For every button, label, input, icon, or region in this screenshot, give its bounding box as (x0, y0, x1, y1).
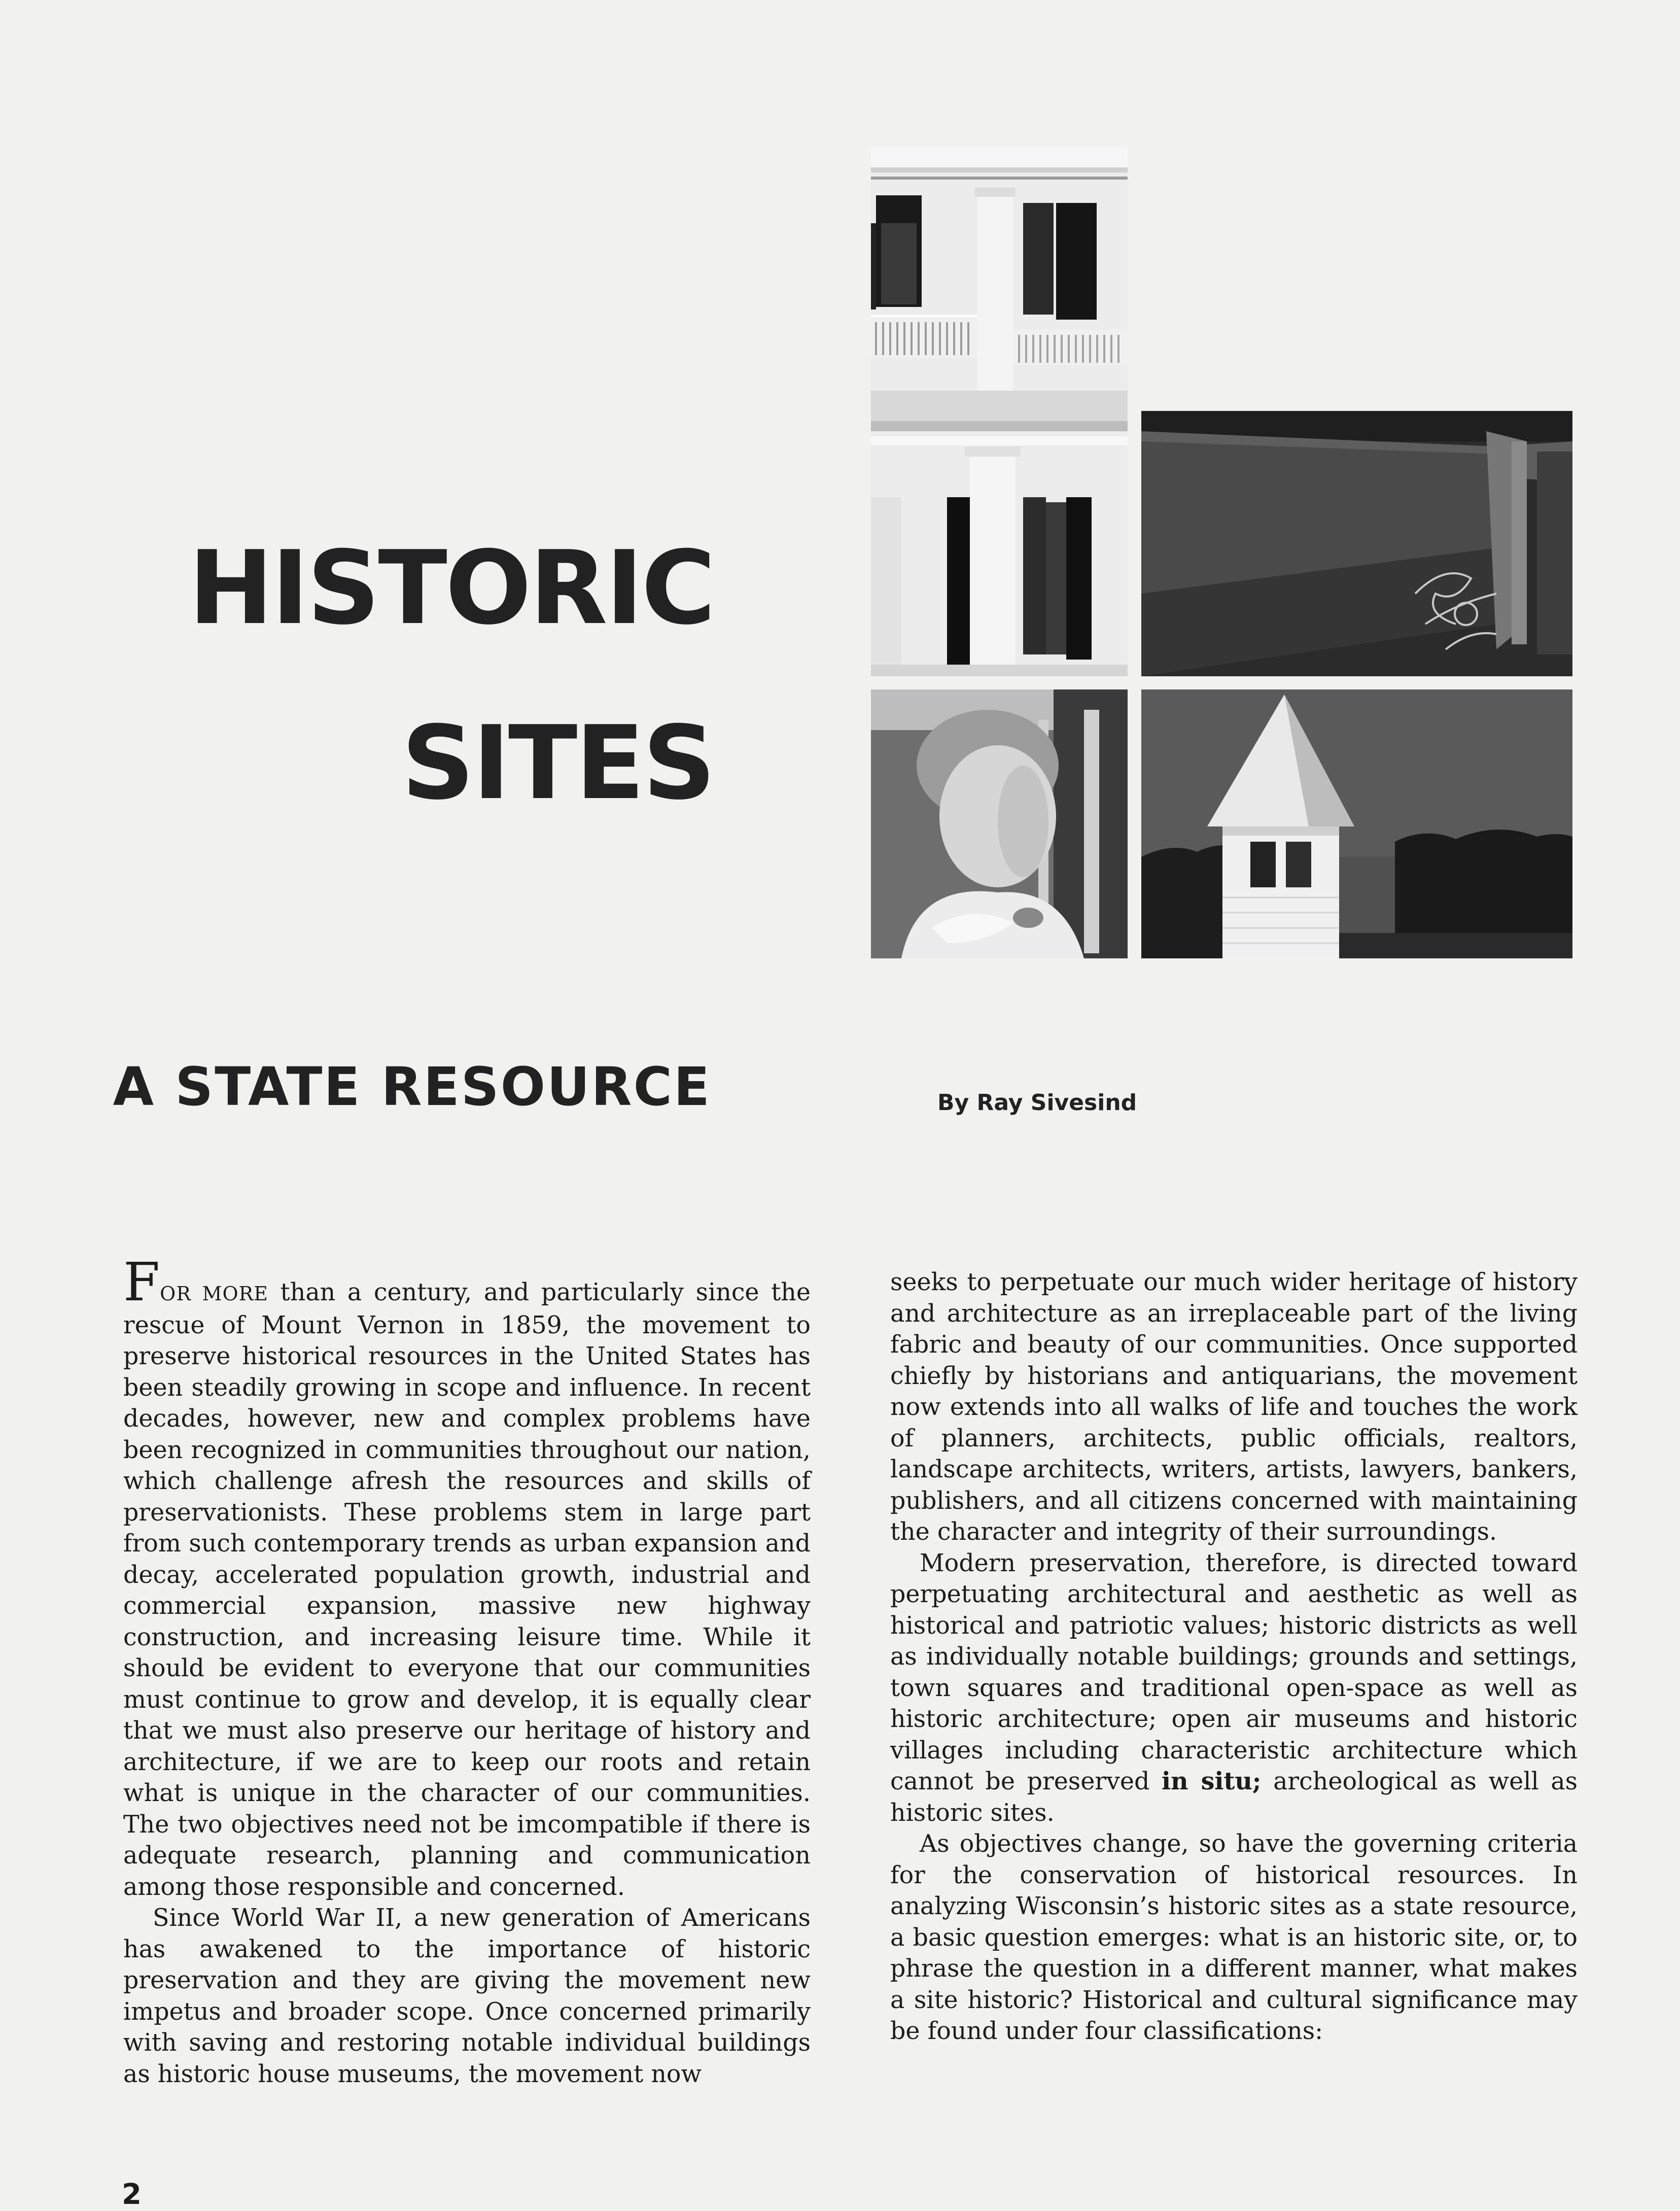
photo-house-porch (871, 147, 1128, 676)
paragraph-5: As objectives change, so have the governing criteria for the conservation of historical resources. In analyzing Wisconsin’s historic sites as a state resource, a basic question emerges: what is an historic site, or, to phrase the question in a different manner, what makes a site historic? Historical and cultural significance may be found under four classifications: (890, 1830, 1578, 2045)
photo-church-steeple (1141, 689, 1572, 958)
church-steeple-icon (1141, 689, 1572, 958)
small-caps-lead: OR MORE (160, 1283, 268, 1305)
ornate-iron-bracket-icon (1141, 411, 1572, 676)
paragraph-4-text-a: Modern preservation, therefore, is directed toward perpetuating architectural and aesthetic as well as historical and patriotic values; historic districts as well as individually notable buildings; grounds and settings, town squares and traditional open-space as well as historic architecture; open air museums and historic villages including characteristic architecture which cannot be preserved (890, 1549, 1578, 1795)
paragraph-3: seeks to perpetuate our much wider heritage of history and architecture as an irreplaceable part of the living fabric and beauty of our communities. Once supported chiefly by historians and antiquarians, the movement now extends into all walks of life and touches the work of planners, architects, public officials, realtors, landscape architects, writers, artists, lawyers, bankers, publishers, and all citizens concerned with maintaining the character and integrity of their surroundings. (890, 1268, 1578, 1546)
paragraph-4-text-b: archeological as well as historic sites. (890, 1768, 1578, 1827)
paragraph-2: Since World War II, a new generation of Americans has awakened to the importance of historic preservation and they are giving the movement new impetus and broader scope. Once concerned primarily with saving and restoring notable individual buildings as historic house museums, the movement now (123, 1904, 811, 2088)
page-number: 2 (122, 2178, 142, 2211)
photo-woman-portrait (871, 689, 1128, 958)
drop-cap: F (123, 1251, 160, 1313)
paragraph-4 (890, 1548, 1578, 1829)
paragraph-1 (123, 1251, 811, 1903)
byline: By Ray Sivesind (937, 1090, 1137, 1116)
in-situ-bold: in situ; (1162, 1767, 1262, 1795)
subtitle: A STATE RESOURCE (113, 1056, 711, 1118)
body-column-1 (123, 1251, 811, 2109)
title-line-2: SITES (401, 704, 714, 822)
body-column-2 (890, 1267, 1578, 2109)
title-line-1: HISTORIC (188, 529, 714, 647)
porch-with-columns-icon (871, 147, 1128, 676)
woman-portrait-icon (871, 689, 1128, 958)
paragraph-1-text: than a century, and particularly since the rescue of Mount Vernon in 1859, the movement to preserve historical resources in the United States has been steadily growing in scope and influence. In recent decades, however, new and complex problems have been recognized in communities throughout our nation, which challenge afresh the resources and skills of preservationists. These problems stem in large part from such contemporary trends as urban expansion and decay, accelerated population growth, industrial and commercial expansion, massive new highway construction, and increasing leisure time. While it should be evident to everyone that our communities must continue to grow and develop, it is equally clear that we must also preserve our heritage of history and architecture, if we are to keep our roots and retain what is unique in the character of our communities. The two objectives need not be imcompatible if there is adequate research, planning and communication among those responsible and concerned. (123, 1279, 811, 1901)
photo-iron-bracket (1141, 411, 1572, 676)
